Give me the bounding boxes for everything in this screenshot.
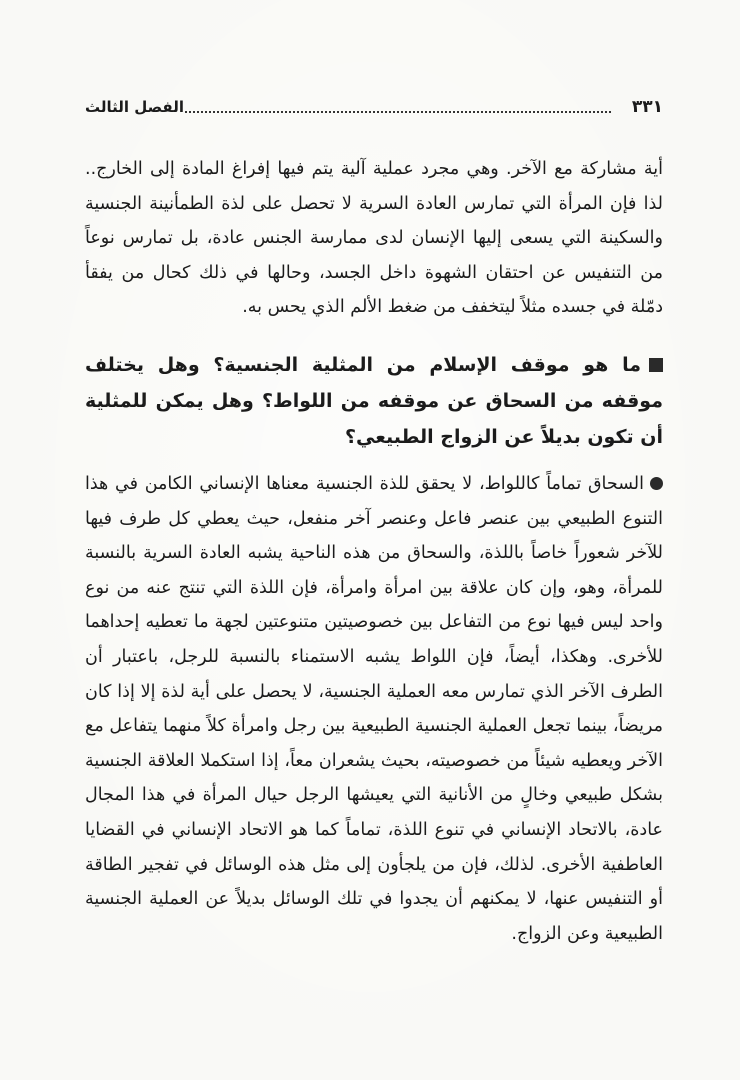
intro-paragraph (85, 152, 663, 325)
chapter-title: الفصل الثالث (85, 98, 185, 116)
question-text: ما هو موقف الإسلام من المثلية الجنسية؟ وهل يختلف موقفه من السحاق عن موقفه من اللواط؟ وهل يمكن للمثلية أن تكون بديلاً عن الزواج الطبيعي؟ (85, 353, 663, 448)
header-dotted-leader (185, 111, 611, 113)
answer-text: السحاق تماماً كاللواط، لا يحقق للذة الجنسية معناها الإنساني الكامن في هذا التنوع الطبيعي بين عنصر فاعل وعنصر آخر منفعل، حيث يعطي كل طرف فيها للآخر شعوراً خاصاً باللذة، والسحاق من هذه الناحية يشبه العادة السرية بالنسبة للمرأة، وهو، وإن كان علاقة بين امرأة وامرأة، فإن اللذة التي تنتج عنه من نوع واحد ليس فيها نوع من التفاعل بين خصوصيتين متنوعتين لجهة ما تعطيه إحداهما للأخرى. وهكذا، أيضاً، فإن اللواط يشبه الاستمناء بالنسبة للرجل، باعتبار أن الطرف الآخر الذي تمارس معه العملية الجنسية، لا يحصل على أية لذة إلا إذا كان مريضاً، بينما تجعل العملية الجنسية الطبيعية بين رجل وامرأة كلاً منهما يتفاعل مع الآخر ويعطيه شيئاً من خصوصيته، بحيث يشعران معاً، إذا استكملا العلاقة الجنسية بشكل طبيعي وخالٍ من الأنانية التي يعيشها الرجل حيال المرأة في هذا المجال عادة، بالاتحاد الإنساني في تنوع اللذة، تماماً كما هو الاتحاد الإنساني في القضايا العاطفية الأخرى. لذلك، فإن من يلجأون إلى مثل هذه الوسائل في تفجير الطاقة أو التنفيس عنها، لا يمكنهم أن يجدوا في تلك الوسائل بديلاً عن العملية الجنسية الطبيعية وعن الزواج. (85, 473, 663, 944)
page-number: ٣٣١ (631, 97, 663, 117)
square-bullet-icon (649, 358, 663, 372)
page-body (85, 152, 663, 951)
page-header (85, 96, 663, 122)
circle-bullet-icon (650, 477, 663, 490)
question-paragraph (85, 347, 663, 455)
intro-paragraph-text: أية مشاركة مع الآخر. وهي مجرد عملية آلية يتم فيها إفراغ المادة إلى الخارج.. لذا فإن المرأة التي تمارس العادة السرية لا تحصل على لذة الطمأنينة الجنسية والسكينة التي يسعى إليها الإنسان لدى ممارسة الجنس عادة، بل تمارس نوعاً من التنفيس عن احتقان الشهوة داخل الجسد، وحالها في ذلك كحال من يفقأ دمّلة في جسده مثلاً ليتخفف من ضغط الألم الذي يحس به. (85, 159, 663, 318)
answer-paragraph (85, 467, 663, 951)
